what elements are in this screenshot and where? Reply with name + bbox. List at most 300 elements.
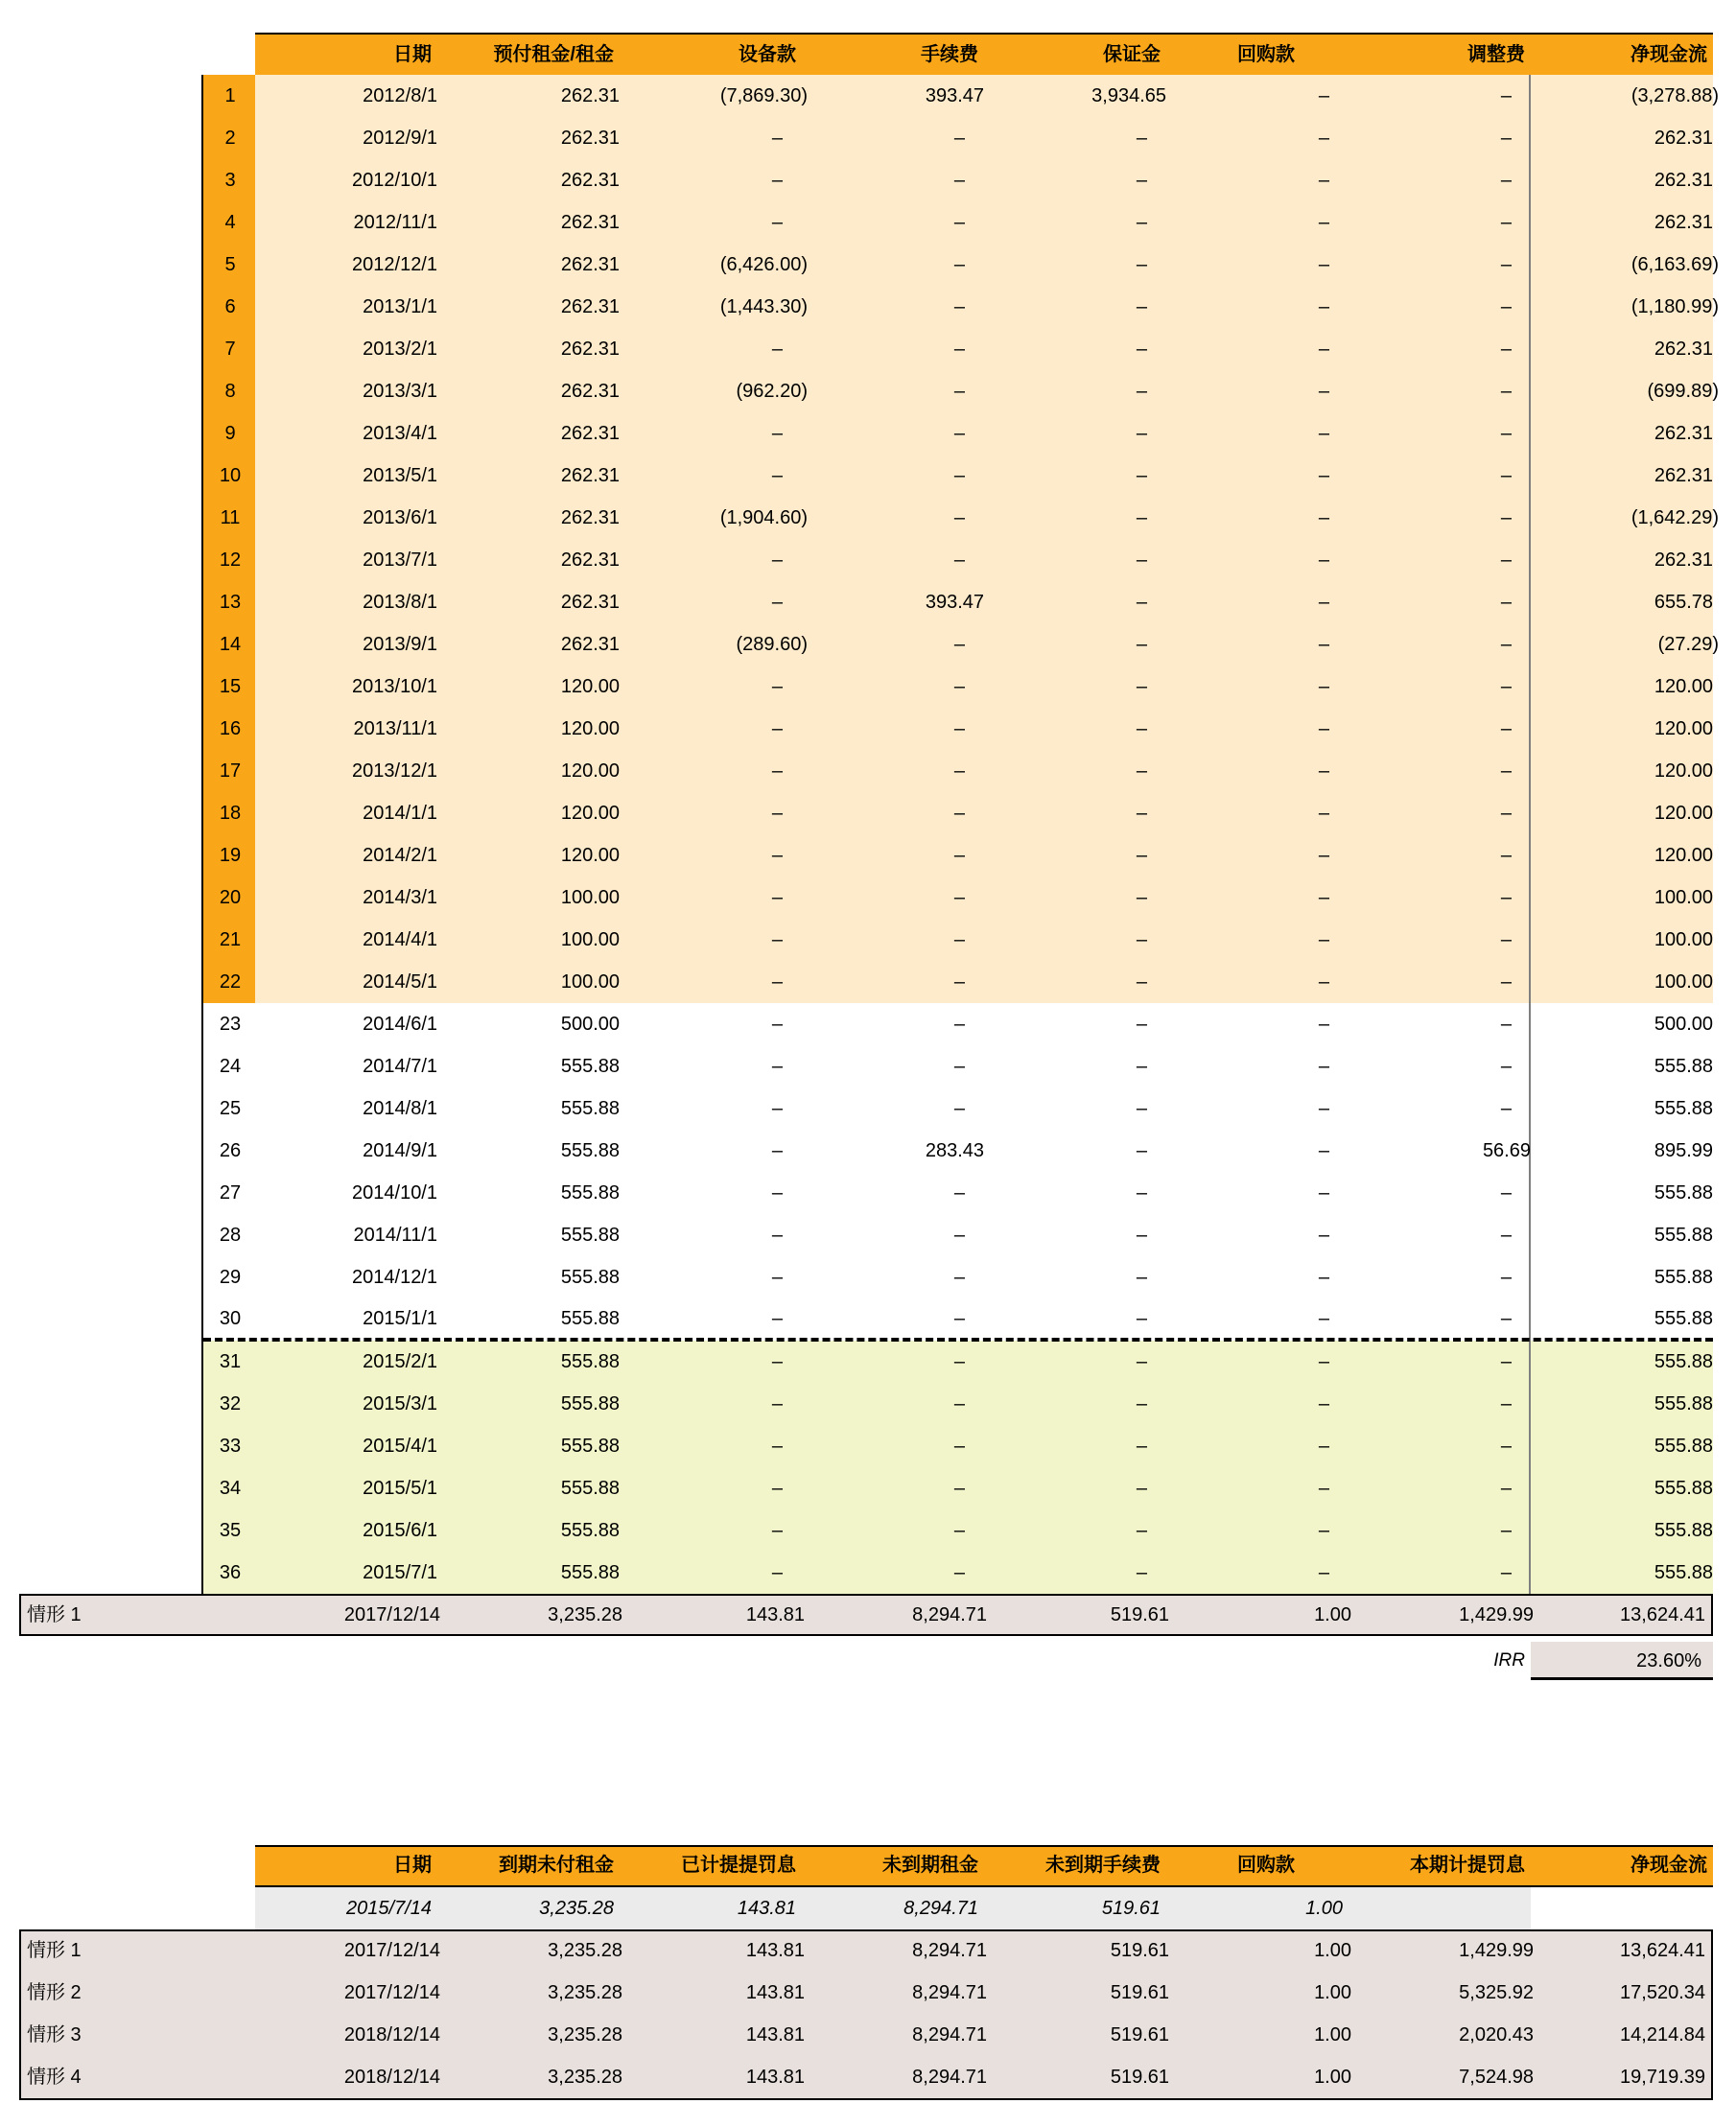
- row-fee: –: [953, 212, 965, 233]
- row-number: 31: [219, 1351, 242, 1372]
- row-rent: 555.88: [560, 1562, 620, 1583]
- row-buyback: –: [1318, 592, 1329, 613]
- row-fee: –: [953, 1393, 965, 1414]
- row-equipment: (1,904.60): [719, 507, 808, 528]
- row-fee: 393.47: [925, 592, 984, 613]
- row-rent: 555.88: [560, 1225, 620, 1246]
- row-rent: 262.31: [560, 634, 620, 655]
- scenario-buyback: 1.00: [1314, 2024, 1351, 2045]
- row-fee: 393.47: [925, 85, 984, 106]
- row-adjustment: –: [1500, 845, 1512, 866]
- row-deposit: –: [1136, 128, 1147, 149]
- row-fee: –: [953, 423, 965, 444]
- table-row: [0, 750, 1736, 792]
- row-fee: –: [953, 1520, 965, 1541]
- row-equipment: –: [771, 803, 783, 824]
- table-row: [0, 1467, 1736, 1509]
- row-date: 2012/11/1: [353, 212, 437, 233]
- row-date: 2014/12/1: [352, 1267, 437, 1288]
- row-equipment: –: [771, 1056, 783, 1077]
- row-number: 25: [219, 1098, 242, 1119]
- header-net-cashflow: 净现金流: [1630, 44, 1707, 65]
- row-buyback: –: [1318, 549, 1329, 571]
- row-buyback: –: [1318, 212, 1329, 233]
- row-rent: 262.31: [560, 85, 620, 106]
- scenario-overdue-rent: 3,235.28: [548, 2067, 622, 2088]
- row-date: 2014/9/1: [363, 1140, 437, 1161]
- row-equipment: –: [771, 1098, 783, 1119]
- row-buyback: –: [1318, 1351, 1329, 1372]
- scenario-label: 情形 3: [27, 2024, 82, 2045]
- row-buyback: –: [1318, 1267, 1329, 1288]
- summary-date: 2017/12/14: [343, 1604, 440, 1625]
- row-date: 2012/9/1: [363, 128, 437, 149]
- row-net-cashflow: 262.31: [1654, 170, 1713, 191]
- scenario-accrued-penalty: 143.81: [745, 2024, 805, 2045]
- row-net-cashflow: 555.88: [1654, 1225, 1713, 1246]
- row-equipment: –: [771, 465, 783, 486]
- scenario-table-body: [19, 1929, 1713, 2100]
- row-adjustment: –: [1500, 128, 1512, 149]
- summary-value-3: 8,294.71: [912, 1604, 987, 1625]
- row-number: 36: [219, 1562, 242, 1583]
- row-equipment: (962.20): [736, 381, 808, 402]
- row-buyback: –: [1318, 1478, 1329, 1499]
- scenario-current-penalty: 1,429.99: [1459, 1940, 1534, 1961]
- row-adjustment: –: [1500, 971, 1512, 993]
- row-net-cashflow: (3,278.88): [1630, 85, 1719, 106]
- row-net-cashflow: 555.88: [1654, 1520, 1713, 1541]
- row-rent: 262.31: [560, 212, 620, 233]
- irr-label: IRR: [1493, 1650, 1525, 1671]
- row-rent: 120.00: [560, 676, 620, 697]
- row-rent: 262.31: [560, 128, 620, 149]
- row-date: 2013/5/1: [363, 465, 437, 486]
- row-buyback: –: [1318, 85, 1329, 106]
- row-net-cashflow: 555.88: [1654, 1562, 1713, 1583]
- row-adjustment: –: [1500, 1436, 1512, 1457]
- row-adjustment: –: [1500, 381, 1512, 402]
- row-number: 1: [224, 85, 236, 106]
- row-fee: –: [953, 1225, 965, 1246]
- table-row: [0, 117, 1736, 159]
- row-adjustment: –: [1500, 1393, 1512, 1414]
- scenario-label: 情形 2: [27, 1982, 82, 2003]
- t2-header-buyback: 回购款: [1237, 1855, 1295, 1876]
- row-number: 30: [219, 1308, 242, 1329]
- scenario-overdue-rent: 3,235.28: [548, 2024, 622, 2045]
- row-date: 2013/3/1: [363, 381, 437, 402]
- row-deposit: 3,934.65: [1091, 85, 1166, 106]
- row-deposit: –: [1136, 1478, 1147, 1499]
- row-fee: –: [953, 1056, 965, 1077]
- row-date: 2012/12/1: [352, 254, 437, 275]
- row-adjustment: –: [1500, 676, 1512, 697]
- scenario-current-penalty: 2,020.43: [1459, 2024, 1534, 2045]
- row-fee: –: [953, 381, 965, 402]
- row-deposit: –: [1136, 170, 1147, 191]
- row-deposit: –: [1136, 1056, 1147, 1077]
- row-adjustment: –: [1500, 1056, 1512, 1077]
- row-rent: 120.00: [560, 845, 620, 866]
- row-adjustment: –: [1500, 1520, 1512, 1541]
- row-equipment: –: [771, 845, 783, 866]
- table-row: [0, 1341, 1736, 1383]
- ref-value-3: 8,294.71: [903, 1898, 978, 1919]
- table-row: [0, 455, 1736, 497]
- row-fee: –: [953, 1182, 965, 1204]
- summary-value-1: 3,235.28: [548, 1604, 622, 1625]
- row-rent: 262.31: [560, 170, 620, 191]
- table-row: [0, 792, 1736, 834]
- row-adjustment: –: [1500, 1267, 1512, 1288]
- row-buyback: –: [1318, 1056, 1329, 1077]
- scenario-buyback: 1.00: [1314, 1982, 1351, 2003]
- row-date: 2015/5/1: [363, 1478, 437, 1499]
- row-buyback: –: [1318, 845, 1329, 866]
- row-deposit: –: [1136, 718, 1147, 739]
- row-equipment: –: [771, 1436, 783, 1457]
- row-rent: 120.00: [560, 718, 620, 739]
- row-deposit: –: [1136, 1140, 1147, 1161]
- row-number: 8: [224, 381, 236, 402]
- row-buyback: –: [1318, 254, 1329, 275]
- row-net-cashflow: 895.99: [1654, 1140, 1713, 1161]
- row-fee: –: [953, 339, 965, 360]
- table-row: [0, 201, 1736, 244]
- row-buyback: –: [1318, 676, 1329, 697]
- scenario-overdue-rent: 3,235.28: [548, 1940, 622, 1961]
- row-net-cashflow: 555.88: [1654, 1267, 1713, 1288]
- row-adjustment: –: [1500, 1225, 1512, 1246]
- row-fee: 283.43: [925, 1140, 984, 1161]
- header-equipment: 设备款: [739, 44, 796, 65]
- row-rent: 100.00: [560, 887, 620, 908]
- row-equipment: –: [771, 1308, 783, 1329]
- t2-header-current-penalty: 本期计提罚息: [1410, 1855, 1525, 1876]
- table-row: [0, 1172, 1736, 1214]
- row-rent: 262.31: [560, 296, 620, 317]
- scenario-future-fee: 519.61: [1110, 1940, 1169, 1961]
- row-net-cashflow: 655.78: [1654, 592, 1713, 613]
- row-number: 33: [219, 1436, 242, 1457]
- row-fee: –: [953, 760, 965, 782]
- row-deposit: –: [1136, 676, 1147, 697]
- row-rent: 262.31: [560, 465, 620, 486]
- t2-header-accrued-penalty: 已计提提罚息: [681, 1855, 796, 1876]
- header-buyback: 回购款: [1237, 44, 1295, 65]
- row-rent: 555.88: [560, 1267, 620, 1288]
- row-deposit: –: [1136, 1225, 1147, 1246]
- row-deposit: –: [1136, 1014, 1147, 1035]
- row-date: 2013/1/1: [363, 296, 437, 317]
- row-buyback: –: [1318, 634, 1329, 655]
- row-equipment: –: [771, 128, 783, 149]
- row-deposit: –: [1136, 1393, 1147, 1414]
- summary-label: 情形 1: [27, 1604, 82, 1625]
- scenario-label: 情形 4: [27, 2067, 82, 2088]
- table-row: [0, 1130, 1736, 1172]
- row-number: 27: [219, 1182, 242, 1204]
- scenario-current-penalty: 7,524.98: [1459, 2067, 1534, 2088]
- row-rent: 262.31: [560, 507, 620, 528]
- row-equipment: –: [771, 423, 783, 444]
- row-adjustment: –: [1500, 507, 1512, 528]
- row-fee: –: [953, 803, 965, 824]
- row-fee: –: [953, 128, 965, 149]
- table-row: [0, 1003, 1736, 1045]
- row-adjustment: –: [1500, 760, 1512, 782]
- scenario-row: [21, 1929, 1711, 1972]
- row-equipment: –: [771, 339, 783, 360]
- row-date: 2014/5/1: [363, 971, 437, 993]
- row-date: 2014/11/1: [353, 1225, 437, 1246]
- row-equipment: –: [771, 676, 783, 697]
- table-row: [0, 328, 1736, 370]
- row-rent: 555.88: [560, 1520, 620, 1541]
- row-equipment: (289.60): [736, 634, 808, 655]
- row-adjustment: –: [1500, 296, 1512, 317]
- table-row: [0, 1425, 1736, 1467]
- row-buyback: –: [1318, 1014, 1329, 1035]
- row-buyback: –: [1318, 1182, 1329, 1204]
- row-equipment: –: [771, 1267, 783, 1288]
- row-buyback: –: [1318, 1436, 1329, 1457]
- header-fee: 手续费: [921, 44, 978, 65]
- row-equipment: –: [771, 1351, 783, 1372]
- row-deposit: –: [1136, 1308, 1147, 1329]
- row-date: 2014/3/1: [363, 887, 437, 908]
- scenario-date: 2018/12/14: [343, 2024, 440, 2045]
- row-deposit: –: [1136, 1098, 1147, 1119]
- scenario-net-cashflow: 14,214.84: [1620, 2024, 1705, 2045]
- row-buyback: –: [1318, 128, 1329, 149]
- row-rent: 120.00: [560, 803, 620, 824]
- row-buyback: –: [1318, 1225, 1329, 1246]
- row-fee: –: [953, 465, 965, 486]
- summary-value-4: 519.61: [1110, 1604, 1169, 1625]
- row-rent: 262.31: [560, 381, 620, 402]
- row-buyback: –: [1318, 803, 1329, 824]
- row-net-cashflow: 120.00: [1654, 803, 1713, 824]
- scenario-date: 2017/12/14: [343, 1940, 440, 1961]
- irr-value: 23.60%: [1636, 1650, 1701, 1671]
- summary-value-7: 13,624.41: [1620, 1604, 1705, 1625]
- row-date: 2013/2/1: [363, 339, 437, 360]
- row-adjustment: –: [1500, 1478, 1512, 1499]
- row-fee: –: [953, 507, 965, 528]
- row-date: 2015/6/1: [363, 1520, 437, 1541]
- row-buyback: –: [1318, 760, 1329, 782]
- row-rent: 500.00: [560, 1014, 620, 1035]
- row-date: 2013/12/1: [352, 760, 437, 782]
- scenario-future-fee: 519.61: [1110, 2024, 1169, 2045]
- row-rent: 555.88: [560, 1436, 620, 1457]
- row-equipment: –: [771, 592, 783, 613]
- row-net-cashflow: 120.00: [1654, 845, 1713, 866]
- row-adjustment: –: [1500, 85, 1512, 106]
- row-net-cashflow: (1,642.29): [1630, 507, 1719, 528]
- row-fee: –: [953, 929, 965, 950]
- row-net-cashflow: (699.89): [1647, 381, 1719, 402]
- row-adjustment: –: [1500, 718, 1512, 739]
- row-adjustment: –: [1500, 1562, 1512, 1583]
- table-row: [0, 370, 1736, 412]
- scenario-row: [21, 2056, 1711, 2098]
- table-row: [0, 75, 1736, 117]
- row-fee: –: [953, 549, 965, 571]
- row-equipment: –: [771, 718, 783, 739]
- row-deposit: –: [1136, 1351, 1147, 1372]
- row-deposit: –: [1136, 381, 1147, 402]
- row-date: 2013/9/1: [363, 634, 437, 655]
- row-equipment: –: [771, 1014, 783, 1035]
- row-date: 2015/7/1: [363, 1562, 437, 1583]
- row-net-cashflow: 555.88: [1654, 1478, 1713, 1499]
- row-fee: –: [953, 1308, 965, 1329]
- row-rent: 262.31: [560, 549, 620, 571]
- scenario-net-cashflow: 19,719.39: [1620, 2067, 1705, 2088]
- row-date: 2014/10/1: [352, 1182, 437, 1204]
- row-fee: –: [953, 1478, 965, 1499]
- row-equipment: –: [771, 1478, 783, 1499]
- cashflow-table-header: [255, 33, 1713, 75]
- row-deposit: –: [1136, 1562, 1147, 1583]
- row-rent: 555.88: [560, 1478, 620, 1499]
- row-date: 2015/3/1: [363, 1393, 437, 1414]
- row-net-cashflow: (6,163.69): [1630, 254, 1719, 275]
- row-net-cashflow: 555.88: [1654, 1393, 1713, 1414]
- ref-date: 2015/7/14: [346, 1898, 432, 1919]
- row-net-cashflow: (27.29): [1657, 634, 1719, 655]
- table-row: [0, 1045, 1736, 1087]
- scenario-net-cashflow: 17,520.34: [1620, 1982, 1705, 2003]
- row-equipment: –: [771, 170, 783, 191]
- row-buyback: –: [1318, 507, 1329, 528]
- row-buyback: –: [1318, 339, 1329, 360]
- row-equipment: –: [771, 887, 783, 908]
- row-buyback: –: [1318, 887, 1329, 908]
- row-number: 21: [219, 929, 242, 950]
- row-rent: 100.00: [560, 971, 620, 993]
- row-net-cashflow: 100.00: [1654, 971, 1713, 993]
- row-net-cashflow: 262.31: [1654, 212, 1713, 233]
- row-deposit: –: [1136, 212, 1147, 233]
- table-row: [0, 877, 1736, 919]
- row-fee: –: [953, 1267, 965, 1288]
- row-net-cashflow: 262.31: [1654, 465, 1713, 486]
- row-adjustment: –: [1500, 592, 1512, 613]
- table-row: [0, 919, 1736, 961]
- row-net-cashflow: 262.31: [1654, 423, 1713, 444]
- row-net-cashflow: 555.88: [1654, 1351, 1713, 1372]
- row-net-cashflow: 120.00: [1654, 676, 1713, 697]
- summary-value-6: 1,429.99: [1459, 1604, 1534, 1625]
- row-fee: –: [953, 296, 965, 317]
- table-row: [0, 961, 1736, 1003]
- summary-value-2: 143.81: [745, 1604, 805, 1625]
- row-buyback: –: [1318, 1562, 1329, 1583]
- row-number: 5: [224, 254, 236, 275]
- row-equipment: –: [771, 212, 783, 233]
- row-rent: 262.31: [560, 339, 620, 360]
- row-net-cashflow: 500.00: [1654, 1014, 1713, 1035]
- row-adjustment: –: [1500, 423, 1512, 444]
- table-row: [0, 497, 1736, 539]
- row-number: 29: [219, 1267, 242, 1288]
- row-deposit: –: [1136, 887, 1147, 908]
- row-equipment: –: [771, 1520, 783, 1541]
- row-buyback: –: [1318, 1520, 1329, 1541]
- row-date: 2014/2/1: [363, 845, 437, 866]
- summary-value-5: 1.00: [1314, 1604, 1351, 1625]
- row-deposit: –: [1136, 634, 1147, 655]
- row-number: 18: [219, 803, 242, 824]
- table-row: [0, 623, 1736, 666]
- ref-value-2: 143.81: [737, 1898, 796, 1919]
- row-fee: –: [953, 1098, 965, 1119]
- row-fee: –: [953, 845, 965, 866]
- row-number: 16: [219, 718, 242, 739]
- row-rent: 120.00: [560, 760, 620, 782]
- table-row: [0, 708, 1736, 750]
- row-deposit: –: [1136, 803, 1147, 824]
- row-adjustment: –: [1500, 339, 1512, 360]
- row-fee: –: [953, 887, 965, 908]
- row-buyback: –: [1318, 971, 1329, 993]
- row-equipment: –: [771, 971, 783, 993]
- scenario-future-fee: 519.61: [1110, 1982, 1169, 2003]
- row-adjustment: –: [1500, 465, 1512, 486]
- row-fee: –: [953, 1351, 965, 1372]
- row-number: 11: [220, 507, 241, 528]
- row-equipment: –: [771, 1140, 783, 1161]
- table-row: [0, 834, 1736, 877]
- scenario-accrued-penalty: 143.81: [745, 2067, 805, 2088]
- row-net-cashflow: 555.88: [1654, 1308, 1713, 1329]
- row-adjustment: –: [1500, 549, 1512, 571]
- row-number: 6: [224, 296, 236, 317]
- row-fee: –: [953, 971, 965, 993]
- table-row: [0, 1383, 1736, 1425]
- row-rent: 555.88: [560, 1140, 620, 1161]
- row-deposit: –: [1136, 254, 1147, 275]
- scenario-overdue-rent: 3,235.28: [548, 1982, 622, 2003]
- row-net-cashflow: 555.88: [1654, 1182, 1713, 1204]
- header-deposit: 保证金: [1103, 44, 1161, 65]
- row-equipment: –: [771, 1182, 783, 1204]
- row-adjustment: –: [1500, 1014, 1512, 1035]
- ref-value-5: 1.00: [1305, 1898, 1343, 1919]
- row-number: 12: [219, 549, 242, 571]
- row-buyback: –: [1318, 718, 1329, 739]
- row-date: 2013/11/1: [353, 718, 437, 739]
- row-number: 32: [219, 1393, 242, 1414]
- header-date: 日期: [393, 44, 432, 65]
- row-date: 2015/1/1: [363, 1308, 437, 1329]
- row-buyback: –: [1318, 1308, 1329, 1329]
- row-deposit: –: [1136, 971, 1147, 993]
- row-adjustment: –: [1500, 1351, 1512, 1372]
- table-row: [0, 1552, 1736, 1594]
- row-deposit: –: [1136, 1267, 1147, 1288]
- row-net-cashflow: 262.31: [1654, 549, 1713, 571]
- t2-header-future-rent: 未到期租金: [882, 1855, 978, 1876]
- row-date: 2013/10/1: [352, 676, 437, 697]
- row-adjustment: –: [1500, 634, 1512, 655]
- row-date: 2012/10/1: [352, 170, 437, 191]
- row-adjustment: –: [1500, 1098, 1512, 1119]
